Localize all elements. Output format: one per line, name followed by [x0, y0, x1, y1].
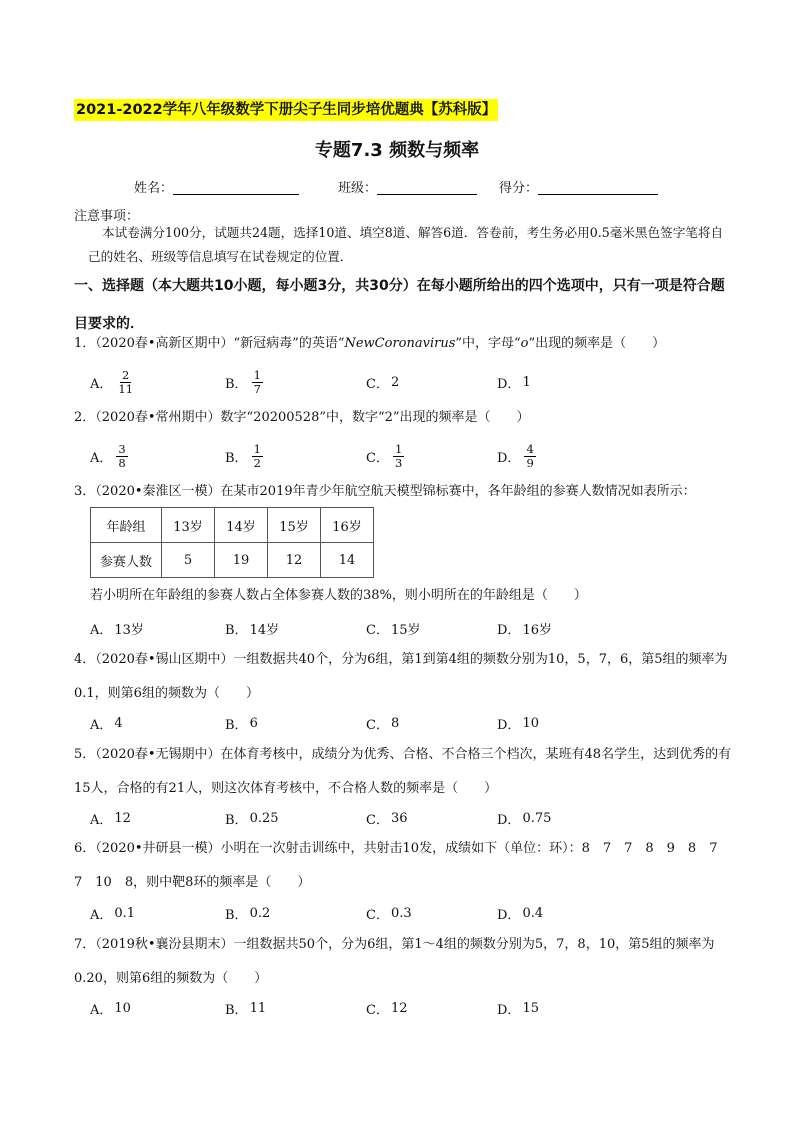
option-letter: D． — [497, 622, 521, 638]
question-7-options — [90, 988, 730, 1028]
q1-option-b[interactable] — [225, 362, 265, 402]
question-1-stem — [74, 327, 734, 361]
option-value: 36 — [390, 810, 408, 826]
question-3-options — [90, 608, 730, 648]
q1-stem-part: ”中，字母“ — [455, 336, 521, 351]
option-value: 6 — [249, 715, 258, 731]
q2-option-d[interactable] — [497, 436, 538, 476]
q3-option-b[interactable] — [225, 608, 279, 648]
q1-option-c[interactable] — [366, 362, 399, 402]
question-6-stem: 6．（2020•井研县一模）小明在一次射击训练中，共射击10发，成绩如下（单位：环）：8 7 7 8 9 8 7 7 10 8，则中靶8环的频率是（ ） — [74, 841, 731, 890]
option-value: 0.75 — [522, 810, 552, 826]
option-value: 0.2 — [249, 905, 271, 921]
option-letter: B． — [225, 450, 248, 466]
option-letter: C． — [366, 1002, 389, 1018]
fraction-denominator: 7 — [253, 381, 261, 396]
fraction — [252, 443, 263, 470]
option-value: 12 — [390, 1000, 408, 1016]
option-letter: D． — [497, 907, 521, 923]
option-letter: C． — [366, 812, 389, 828]
question-3-stem: 3．（2020•秦淮区一模）在某市2019年青少年航空航天模型锦标赛中，各年龄组的参赛人数情况如表所示： — [74, 484, 696, 499]
option-value: 11 — [249, 1000, 267, 1016]
option-letter: D． — [497, 812, 521, 828]
class-label: 班级： — [338, 181, 378, 196]
series-title: 2021-2022学年八年级数学下册尖子生同步培优题典【苏科版】 — [74, 99, 498, 121]
q4-option-c[interactable] — [366, 703, 399, 743]
fraction-denominator: 8 — [118, 455, 126, 470]
section-header: 一、选择题（本大题共10小题，每小题3分，共30分）在每小题所给出的四个选项中，只有一项是符合题目要求的． — [74, 278, 725, 332]
fraction-numerator: 4 — [526, 441, 534, 456]
table-cell: 12 — [268, 543, 321, 578]
table-row — [91, 543, 374, 578]
option-value: 8 — [390, 715, 400, 731]
q1-stem-part: 1．（2020春•高新区期中）“新冠病毒”的英语“ — [74, 336, 345, 351]
q6-option-d[interactable] — [497, 893, 543, 933]
option-letter: C． — [366, 717, 389, 733]
name-blank[interactable] — [173, 180, 299, 195]
option-letter: B． — [225, 907, 248, 923]
option-letter: D． — [497, 376, 521, 392]
table-cell: 年龄组 — [91, 508, 162, 543]
option-value: 2 — [390, 374, 400, 390]
q3-option-d[interactable] — [497, 608, 552, 648]
fraction — [252, 369, 263, 396]
option-letter: B． — [225, 376, 248, 392]
fraction-numerator: 1 — [253, 441, 261, 456]
table-cell: 19 — [215, 543, 268, 578]
score-blank[interactable] — [538, 180, 658, 195]
document-title: 专题7.3 频数与频率 — [314, 140, 480, 161]
score-label: 得分： — [499, 181, 539, 196]
q2-option-c[interactable] — [366, 436, 406, 476]
q6-option-c[interactable] — [366, 893, 412, 933]
option-letter: A． — [90, 376, 113, 392]
option-value: 16岁 — [522, 622, 552, 638]
fraction — [116, 443, 127, 470]
option-value: 0.4 — [522, 905, 544, 921]
option-letter: D． — [497, 450, 521, 466]
q1-stem-part: ”出现的频率是（ ） — [528, 336, 666, 351]
q1-option-d[interactable] — [497, 362, 531, 402]
option-value: 4 — [114, 715, 123, 731]
option-value: 0.3 — [390, 905, 412, 921]
option-letter: A． — [90, 717, 113, 733]
table-cell: 13岁 — [162, 508, 215, 543]
question-6-options — [90, 893, 730, 933]
fraction-denominator: 11 — [118, 381, 134, 396]
option-value: 0.1 — [114, 905, 136, 921]
option-value: 10 — [522, 715, 539, 731]
class-blank[interactable] — [377, 180, 477, 195]
option-letter: A． — [90, 622, 113, 638]
question-4-options — [90, 703, 730, 743]
option-letter: C． — [366, 907, 389, 923]
option-value: 15岁 — [390, 622, 421, 638]
q1-option-a[interactable] — [90, 362, 137, 402]
fraction-numerator: 1 — [394, 441, 403, 456]
name-field[interactable] — [134, 177, 299, 196]
table-cell: 参赛人数 — [91, 543, 162, 578]
table-cell: 14 — [321, 543, 374, 578]
option-value: 0.25 — [249, 810, 279, 826]
fraction-numerator: 3 — [118, 441, 126, 456]
score-field[interactable] — [499, 177, 658, 196]
q4-option-b[interactable] — [225, 703, 258, 743]
q7-option-b[interactable] — [225, 988, 266, 1028]
q3-option-c[interactable] — [366, 608, 421, 648]
q1-stem-letter: o — [520, 336, 529, 351]
option-letter: C． — [366, 450, 389, 466]
question-2-stem: 2．（2020春•常州期中）数字“20200528”中，数字“2”出现的频率是（ ） — [74, 410, 530, 425]
q1-stem-word: NewCoronavirus — [344, 336, 456, 351]
option-value: 12 — [114, 810, 131, 826]
option-letter: B． — [225, 1002, 248, 1018]
fraction-denominator: 3 — [394, 455, 403, 470]
option-letter: A． — [90, 450, 113, 466]
class-field[interactable] — [338, 177, 477, 196]
option-value: 13岁 — [114, 622, 144, 638]
option-letter: A． — [90, 812, 113, 828]
notice-title: 注意事项： — [74, 209, 140, 224]
option-letter: B． — [225, 622, 248, 638]
option-value: 14岁 — [249, 622, 280, 638]
question-1-options — [90, 362, 730, 402]
q7-option-d[interactable] — [497, 988, 539, 1028]
table-cell: 15岁 — [268, 508, 321, 543]
table-cell: 14岁 — [215, 508, 268, 543]
option-letter: A． — [90, 907, 113, 923]
question-5-stem: 5．（2020春•无锡期中）在体育考核中，成绩分为优秀、合格、不合格三个档次，某班有48名学生，达到优秀的有15人，合格的有21人，则这次体育考核中，不合格人数的频率是（ ） — [74, 747, 732, 796]
option-letter: B． — [225, 717, 248, 733]
option-letter: D． — [497, 717, 521, 733]
question-3-stem-continued: 若小明所在年龄组的参赛人数占全体参赛人数的38%，则小明所在的年龄组是（ ） — [90, 588, 587, 603]
q4-option-d[interactable] — [497, 703, 539, 743]
q2-option-b[interactable] — [225, 436, 265, 476]
question-7-stem: 7．（2019秋•襄汾县期末）一组数据共50个，分为6组，第1～4组的频数分别为5，7，8，10，第5组的频率为0.20，则第6组的频数为（ ） — [74, 937, 715, 986]
table-cell: 5 — [162, 543, 215, 578]
question-2-options — [90, 436, 730, 476]
q6-option-b[interactable] — [225, 893, 270, 933]
q2-option-a[interactable] — [90, 436, 130, 476]
notice-text: 本试卷满分100分，试题共24题，选择10道、填空8道、解答6道．答卷前，考生务必用0.5毫米黑色签字笔将自己的姓名、班级等信息填写在试卷规定的位置． — [88, 225, 724, 264]
option-letter: A． — [90, 1002, 113, 1018]
name-label: 姓名： — [134, 181, 174, 196]
table-cell: 16岁 — [321, 508, 374, 543]
fraction-numerator: 1 — [253, 367, 261, 382]
option-letter: B． — [225, 812, 248, 828]
age-group-table — [90, 507, 374, 578]
question-4-stem: 4．（2020春•锡山区期中）一组数据共40个，分为6组，第1到第4组的频数分别为10，5，7，6，第5组的频率为0.1，则第6组的频数为（ ） — [74, 652, 728, 701]
option-letter: C． — [366, 622, 389, 638]
fraction — [524, 443, 535, 470]
fraction-denominator: 2 — [253, 455, 261, 470]
option-letter: C． — [366, 376, 389, 392]
q7-option-c[interactable] — [366, 988, 408, 1028]
q7-option-a[interactable] — [90, 988, 131, 1028]
option-value: 15 — [522, 1000, 539, 1016]
table-row — [91, 508, 374, 543]
q4-option-a[interactable] — [90, 703, 123, 743]
fraction-denominator: 9 — [526, 455, 534, 470]
q3-option-a[interactable] — [90, 608, 144, 648]
option-value: 1 — [522, 374, 531, 390]
option-value: 10 — [114, 1000, 131, 1016]
fraction — [116, 369, 135, 396]
option-letter: D． — [497, 1002, 521, 1018]
q6-option-a[interactable] — [90, 893, 135, 933]
fraction-numerator: 2 — [122, 367, 130, 382]
fraction — [393, 443, 404, 470]
